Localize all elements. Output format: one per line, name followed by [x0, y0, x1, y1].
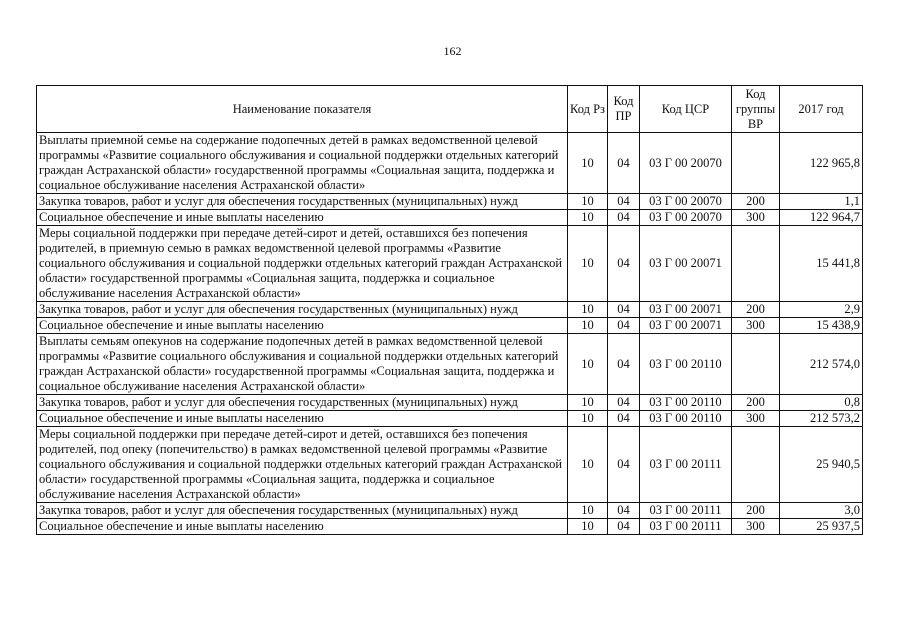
row-amount: 3,0 — [780, 503, 863, 519]
row-vr: 300 — [732, 210, 780, 226]
page-number: 162 — [443, 44, 462, 58]
row-rz: 10 — [568, 226, 608, 302]
row-rz: 10 — [568, 318, 608, 334]
row-rz: 10 — [568, 210, 608, 226]
row-csr: 03 Г 00 20111 — [640, 503, 732, 519]
row-csr: 03 Г 00 20070 — [640, 194, 732, 210]
row-amount: 212 573,2 — [780, 411, 863, 427]
row-pr: 04 — [608, 226, 640, 302]
row-pr: 04 — [608, 210, 640, 226]
table-header-row — [37, 86, 863, 133]
row-rz: 10 — [568, 411, 608, 427]
row-name: Закупка товаров, работ и услуг для обеспечения государственных (муниципальных) нужд — [37, 194, 568, 210]
row-rz: 10 — [568, 302, 608, 318]
row-amount: 15 438,9 — [780, 318, 863, 334]
row-rz: 10 — [568, 503, 608, 519]
row-name: Меры социальной поддержки при передаче детей-сирот и детей, оставшихся без попечения родителей, в приемную семью в рамках ведомственной целевой программы «Развитие социального обслуживания и социальной поддержки отдельных категорий граждан Астраханской области» государственной программы «Социальная защита, поддержка и социальное обслуживание населения Астраханской области» — [37, 226, 568, 302]
row-name: Закупка товаров, работ и услуг для обеспечения государственных (муниципальных) нужд — [37, 302, 568, 318]
row-amount: 122 964,7 — [780, 210, 863, 226]
table-row — [37, 210, 863, 226]
row-name: Закупка товаров, работ и услуг для обеспечения государственных (муниципальных) нужд — [37, 503, 568, 519]
row-name: Социальное обеспечение и иные выплаты населению — [37, 519, 568, 535]
row-name: Социальное обеспечение и иные выплаты населению — [37, 411, 568, 427]
header-name: Наименование показателя — [37, 86, 568, 133]
row-csr: 03 Г 00 20071 — [640, 302, 732, 318]
row-rz: 10 — [568, 427, 608, 503]
table-row — [37, 519, 863, 535]
header-amount: 2017 год — [780, 86, 863, 133]
header-pr: Код ПР — [608, 86, 640, 133]
table-row — [37, 194, 863, 210]
row-amount: 25 937,5 — [780, 519, 863, 535]
table-row — [37, 226, 863, 302]
row-csr: 03 Г 00 20110 — [640, 411, 732, 427]
row-name: Меры социальной поддержки при передаче детей-сирот и детей, оставшихся без попечения родителей, под опеку (попечительство) в рамках ведомственной целевой программы «Развитие социального обслуживания и социальной поддержки отдельных категорий граждан Астраханской области» государственной программы «Социальная защита, поддержка и социальное обслуживание населения Астраханской области» — [37, 427, 568, 503]
row-pr: 04 — [608, 411, 640, 427]
row-csr: 03 Г 00 20071 — [640, 318, 732, 334]
row-rz: 10 — [568, 395, 608, 411]
row-name: Социальное обеспечение и иные выплаты населению — [37, 318, 568, 334]
row-pr: 04 — [608, 395, 640, 411]
row-amount: 122 965,8 — [780, 133, 863, 194]
row-pr: 04 — [608, 427, 640, 503]
row-rz: 10 — [568, 133, 608, 194]
row-vr — [732, 133, 780, 194]
row-csr: 03 Г 00 20110 — [640, 334, 732, 395]
row-csr: 03 Г 00 20070 — [640, 133, 732, 194]
table-row — [37, 427, 863, 503]
table-row — [37, 395, 863, 411]
row-csr: 03 Г 00 20110 — [640, 395, 732, 411]
row-vr — [732, 226, 780, 302]
row-pr: 04 — [608, 503, 640, 519]
table-row — [37, 302, 863, 318]
table-row — [37, 503, 863, 519]
budget-table — [36, 85, 863, 535]
header-vr: Код группы ВР — [732, 86, 780, 133]
table-row — [37, 318, 863, 334]
row-amount: 25 940,5 — [780, 427, 863, 503]
row-amount: 15 441,8 — [780, 226, 863, 302]
row-pr: 04 — [608, 194, 640, 210]
row-rz: 10 — [568, 519, 608, 535]
row-amount: 1,1 — [780, 194, 863, 210]
row-csr: 03 Г 00 20071 — [640, 226, 732, 302]
row-rz: 10 — [568, 194, 608, 210]
row-name: Выплаты приемной семье на содержание подопечных детей в рамках ведомственной целевой программы «Развитие социального обслуживания и социальной поддержки отдельных категорий граждан Астраханской области» государственной программы «Социальная защита, поддержка и социальное обслуживание населения Астраханской области» — [37, 133, 568, 194]
row-rz: 10 — [568, 334, 608, 395]
row-vr — [732, 334, 780, 395]
row-vr: 200 — [732, 395, 780, 411]
row-vr: 300 — [732, 519, 780, 535]
row-vr — [732, 427, 780, 503]
row-amount: 0,8 — [780, 395, 863, 411]
table-row — [37, 411, 863, 427]
row-pr: 04 — [608, 519, 640, 535]
row-amount: 2,9 — [780, 302, 863, 318]
row-csr: 03 Г 00 20111 — [640, 519, 732, 535]
row-name: Закупка товаров, работ и услуг для обеспечения государственных (муниципальных) нужд — [37, 395, 568, 411]
table-row — [37, 334, 863, 395]
table-row — [37, 133, 863, 194]
row-amount: 212 574,0 — [780, 334, 863, 395]
row-pr: 04 — [608, 334, 640, 395]
header-rz: Код Рз — [568, 86, 608, 133]
row-vr: 200 — [732, 194, 780, 210]
row-pr: 04 — [608, 133, 640, 194]
row-name: Выплаты семьям опекунов на содержание подопечных детей в рамках ведомственной целевой программы «Развитие социального обслуживания и социальной поддержки отдельных категорий граждан Астраханской области» государственной программы «Социальная защита, поддержка и социальное обслуживание населения Астраханской области» — [37, 334, 568, 395]
row-csr: 03 Г 00 20070 — [640, 210, 732, 226]
row-vr: 300 — [732, 411, 780, 427]
row-pr: 04 — [608, 302, 640, 318]
header-csr: Код ЦСР — [640, 86, 732, 133]
row-vr: 200 — [732, 503, 780, 519]
row-csr: 03 Г 00 20111 — [640, 427, 732, 503]
row-pr: 04 — [608, 318, 640, 334]
row-name: Социальное обеспечение и иные выплаты населению — [37, 210, 568, 226]
row-vr: 200 — [732, 302, 780, 318]
row-vr: 300 — [732, 318, 780, 334]
